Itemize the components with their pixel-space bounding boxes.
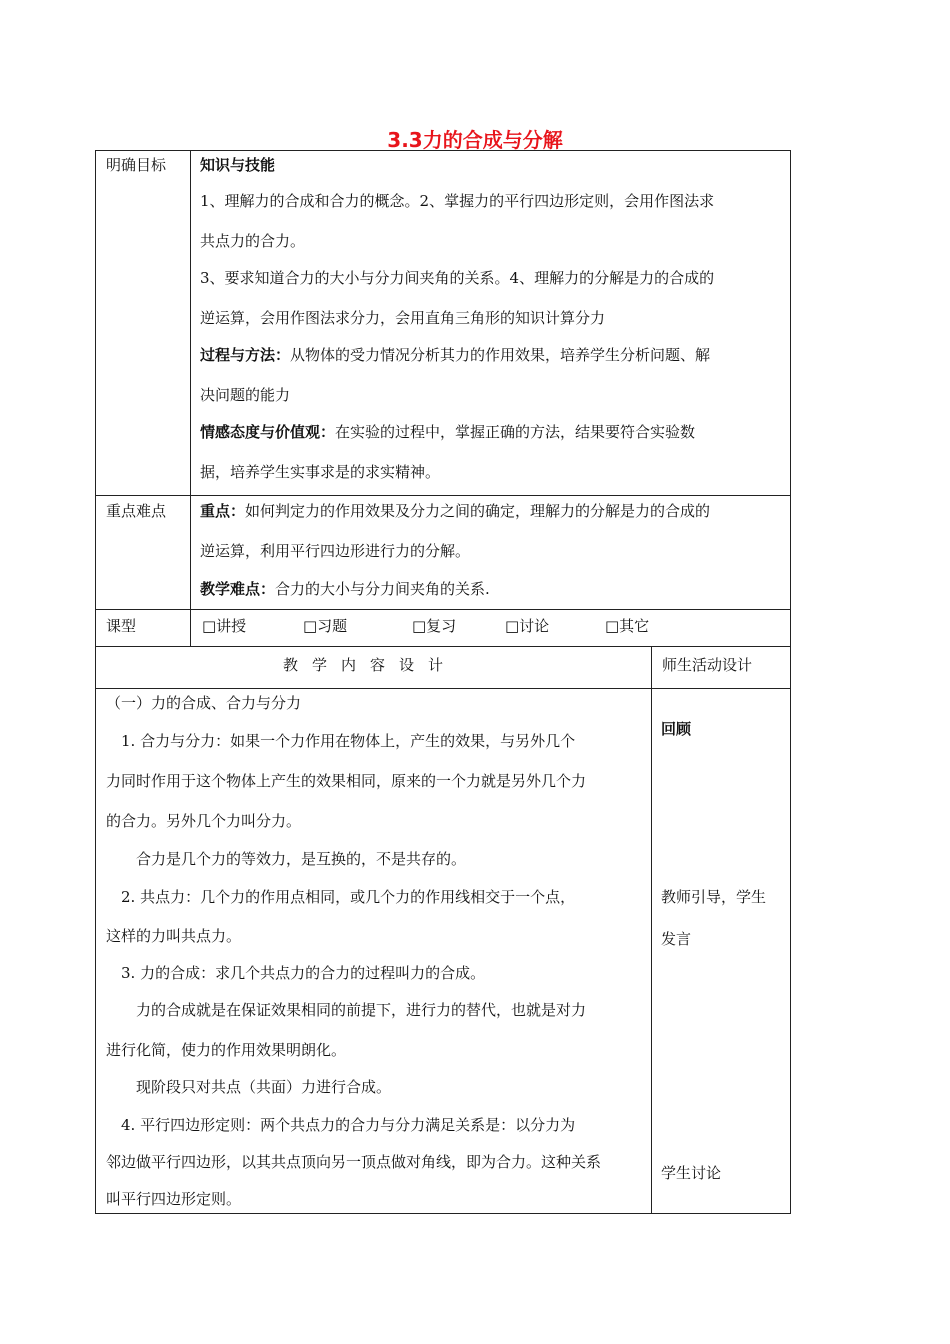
objectives-line: 3、要求知道合力的大小与分力间夹角的关系。4、理解力的分解是力的合成的: [200, 269, 715, 287]
activity-header: 师生活动设计: [662, 656, 753, 674]
content-line: 1. 合力与分力：如果一个力作用在物体上，产生的效果，与另外几个: [121, 732, 576, 750]
lesson-type-option-other[interactable]: □其它: [605, 617, 650, 635]
lesson-type-option-exercise[interactable]: □习题: [303, 617, 348, 635]
objectives-heading: 知识与技能: [200, 156, 276, 174]
content-line: 邻边做平行四边形，以其共点顶向另一顶点做对角线，即为合力。这种关系: [106, 1153, 602, 1171]
objectives-line: 逆运算，会用作图法求分力，会用直角三角形的知识计算分力: [200, 309, 606, 327]
difficulty-label: 教学难点：: [200, 580, 276, 598]
content-line: 叫平行四边形定则。: [106, 1190, 242, 1208]
emotion-text: 在实验的过程中，掌握正确的方法，结果要符合实验数: [335, 423, 696, 441]
content-line: 的合力。另外几个力叫分力。: [106, 812, 302, 830]
objectives-line: 共点力的合力。: [200, 232, 306, 250]
objectives-line: 1、理解力的合成和合力的概念。2、掌握力的平行四边形定则，会用作图法求: [200, 192, 715, 210]
content-line: （一）力的合成、合力与分力: [106, 694, 302, 712]
process-label: 过程与方法：: [200, 346, 291, 364]
process-text-cont: 决问题的能力: [200, 386, 291, 404]
difficulty-text: 合力的大小与分力间夹角的关系.: [275, 580, 490, 598]
activity-teacher: 教师引导，学生: [661, 888, 767, 906]
content-line: 力的合成就是在保证效果相同的前提下，进行力的替代，也就是对力: [136, 1001, 587, 1019]
process-text: 从物体的受力情况分析其力的作用效果，培养学生分析问题、解: [290, 346, 711, 364]
column-divider: [190, 150, 191, 647]
key-points-label: 重点难点: [106, 502, 167, 520]
emotion-label: 情感态度与价值观：: [200, 423, 336, 441]
emotion-text-cont: 据，培养学生实事求是的求实精神。: [200, 463, 441, 481]
content-line: 2. 共点力：几个力的作用点相同，或几个力的作用线相交于一个点，: [121, 888, 576, 906]
objectives-label: 明确目标: [106, 156, 167, 174]
row-divider: [95, 495, 791, 496]
content-line: 4. 平行四边形定则：两个共点力的合力与分力满足关系是：以分力为: [121, 1116, 576, 1134]
content-line: 进行化简，使力的作用效果明朗化。: [106, 1041, 347, 1059]
process-paragraph: [200, 344, 710, 365]
row-divider: [95, 609, 791, 610]
key-paragraph: [200, 500, 710, 521]
design-content-header: 教学内容设计: [283, 656, 458, 674]
column-divider: [651, 646, 652, 1214]
row-divider: [95, 688, 791, 689]
page-title: 3.3力的合成与分解: [387, 128, 563, 152]
activity-teacher-cont: 发言: [661, 930, 692, 948]
difficulty-paragraph: [200, 578, 490, 599]
content-line: 3. 力的合成：求几个共点力的合力的过程叫力的合成。: [121, 964, 486, 982]
content-line: 这样的力叫共点力。: [106, 927, 242, 945]
content-line: 力同时作用于这个物体上产生的效果相同，原来的一个力就是另外几个力: [106, 772, 587, 790]
key-text-cont: 逆运算，利用平行四边形进行力的分解。: [200, 542, 471, 560]
key-text: 如何判定力的作用效果及分力之间的确定，理解力的分解是力的合成的: [245, 502, 711, 520]
activity-review: 回顾: [661, 720, 692, 738]
content-line: 现阶段只对共点（共面）力进行合成。: [136, 1078, 392, 1096]
emotion-paragraph: [200, 421, 695, 442]
lesson-type-option-review[interactable]: □复习: [412, 617, 457, 635]
row-divider: [95, 646, 791, 647]
activity-students: 学生讨论: [661, 1164, 722, 1182]
lesson-type-option-discussion[interactable]: □讨论: [505, 617, 550, 635]
content-line: 合力是几个力的等效力，是互换的，不是共存的。: [136, 850, 467, 868]
lesson-type-option-lecture[interactable]: □讲授: [202, 617, 247, 635]
lesson-type-label: 课型: [106, 617, 137, 635]
key-label: 重点：: [200, 502, 246, 520]
